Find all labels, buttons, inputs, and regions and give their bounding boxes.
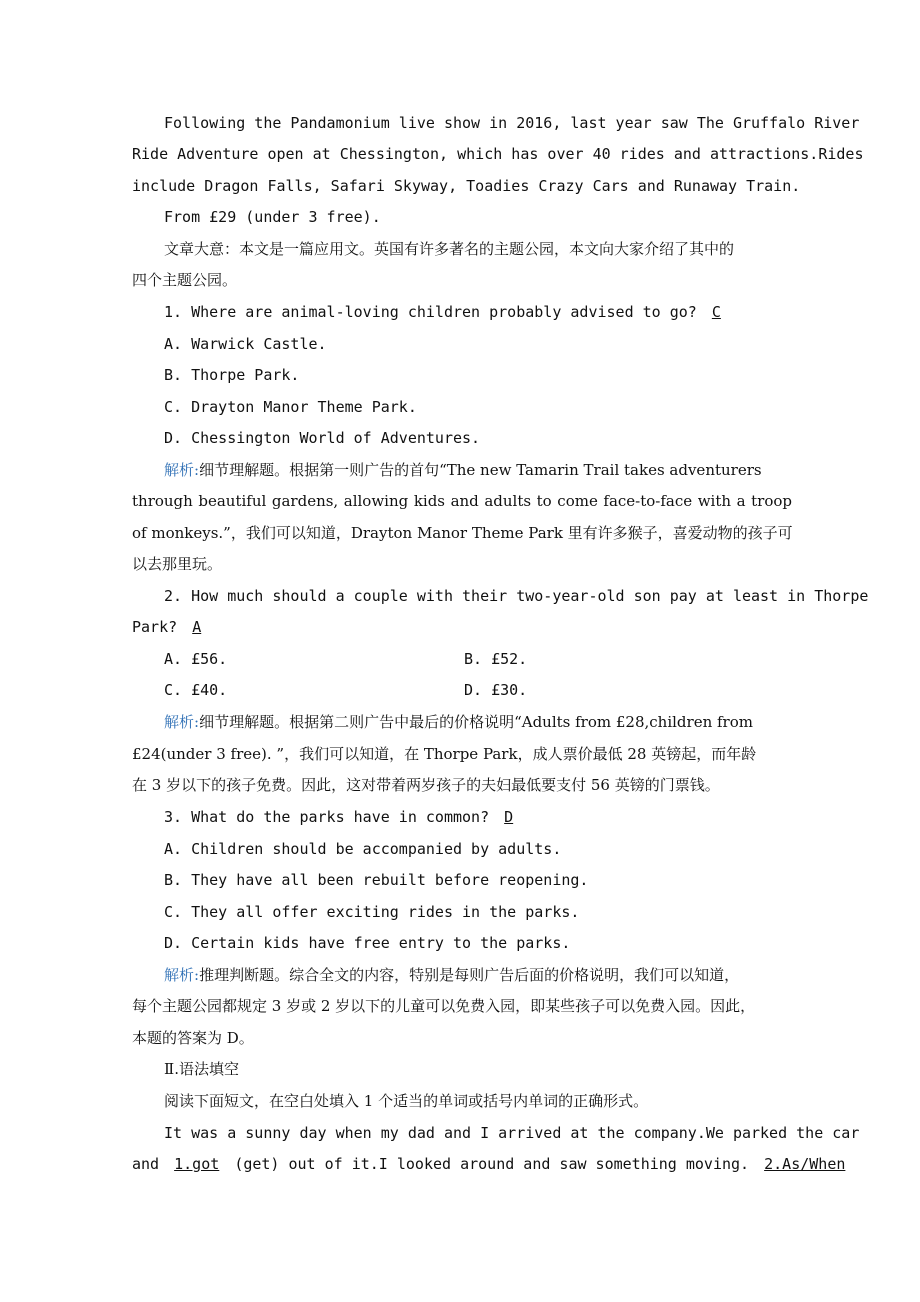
question-stem-text: 3. What do the parks have in common?: [164, 808, 490, 826]
explanation-label: 解析:: [164, 461, 200, 479]
section-heading: Ⅱ.语法填空: [164, 1060, 239, 1078]
explanation-line: of monkeys.”，我们可以知道，Drayton Manor Theme Park 里有许多猴子，喜爱动物的孩子可: [132, 524, 793, 542]
cloze-text: (get) out of it.I looked around and saw something moving.: [234, 1155, 750, 1173]
explanation-line: [164, 963, 792, 987]
cloze-line: [132, 1152, 846, 1176]
question-1-stem: [164, 300, 792, 324]
option: A. Warwick Castle.: [164, 335, 327, 353]
option: D. Chessington World of Adventures.: [164, 429, 481, 447]
explanation-line: £24(under 3 free). ”，我们可以知道，在 Thorpe Park，成人票价最低 28 英镑起，而年龄: [132, 745, 757, 763]
answer-blank: C: [711, 303, 721, 321]
cloze-line: It was a sunny day when my dad and I arrived at the company.We parked the car: [164, 1124, 860, 1142]
passage-line: Ride Adventure open at Chessington, which has over 40 rides and attractions.Rides: [132, 145, 864, 163]
option: C. Drayton Manor Theme Park.: [164, 398, 417, 416]
question-stem-text: Park?: [132, 618, 178, 636]
cloze-blank-1: 1.got: [174, 1155, 220, 1173]
passage-line: Following the Pandamonium live show in 2016, last year saw The Gruffalo River: [164, 114, 860, 132]
question-3-stem: [164, 805, 792, 829]
explanation-line: [164, 710, 792, 734]
option-row: [164, 647, 792, 671]
explanation-label: 解析:: [164, 713, 200, 731]
option: D. £30.: [464, 681, 528, 699]
summary-line: 文章大意：本文是一篇应用文。英国有许多著名的主题公园，本文向大家介绍了其中的: [164, 240, 735, 258]
explanation-line: 本题的答案为 D。: [132, 1029, 254, 1047]
explanation-text: 细节理解题。根据第二则广告中最后的价格说明“Adults from £28,children from: [199, 713, 753, 731]
explanation-label: 解析:: [164, 966, 200, 984]
summary-line: 四个主题公园。: [132, 271, 238, 289]
option: A. Children should be accompanied by adults.: [164, 840, 562, 858]
explanation-line: 在 3 岁以下的孩子免费。因此，这对带着两岁孩子的夫妇最低要支付 56 英镑的门票钱。: [132, 776, 720, 794]
explanation-text: 细节理解题。根据第一则广告的首句“The new Tamarin Trail takes adventurers: [199, 461, 762, 479]
option: C. They all offer exciting rides in the parks.: [164, 903, 580, 921]
explanation-line: 以去那里玩。: [132, 555, 223, 573]
option: D. Certain kids have free entry to the parks.: [164, 934, 571, 952]
question-2-stem-cont: [132, 615, 792, 639]
section-instruction: 阅读下面短文，在空白处填入 1 个适当的单词或括号内单词的正确形式。: [164, 1092, 649, 1110]
answer-blank: D: [504, 808, 514, 826]
passage-line: include Dragon Falls, Safari Skyway, Toadies Crazy Cars and Runaway Train.: [132, 177, 801, 195]
explanation-line: [164, 458, 792, 482]
explanation-text: 推理判断题。综合全文的内容，特别是每则广告后面的价格说明，我们可以知道，: [199, 966, 740, 984]
price-line: From £29 (under 3 free).: [164, 208, 381, 226]
answer-blank: A: [192, 618, 202, 636]
option: B. Thorpe Park.: [164, 366, 300, 384]
option: B. £52.: [464, 650, 528, 668]
question-2-stem: 2. How much should a couple with their two-year-old son pay at least in Thorpe: [164, 587, 869, 605]
option: B. They have all been rebuilt before reopening.: [164, 871, 589, 889]
option: C. £40.: [164, 681, 228, 699]
option: A. £56.: [164, 650, 228, 668]
question-stem-text: 1. Where are animal-loving children probably advised to go?: [164, 303, 697, 321]
cloze-text: and: [132, 1155, 160, 1173]
explanation-line: 每个主题公园都规定 3 岁或 2 岁以下的儿童可以免费入园，即某些孩子可以免费入园。因此，: [132, 997, 756, 1015]
explanation-line: through beautiful gardens, allowing kids and adults to come face-to-face with a troop: [132, 492, 792, 510]
cloze-blank-2: 2.As/When: [764, 1155, 846, 1173]
option-row: [164, 678, 792, 702]
